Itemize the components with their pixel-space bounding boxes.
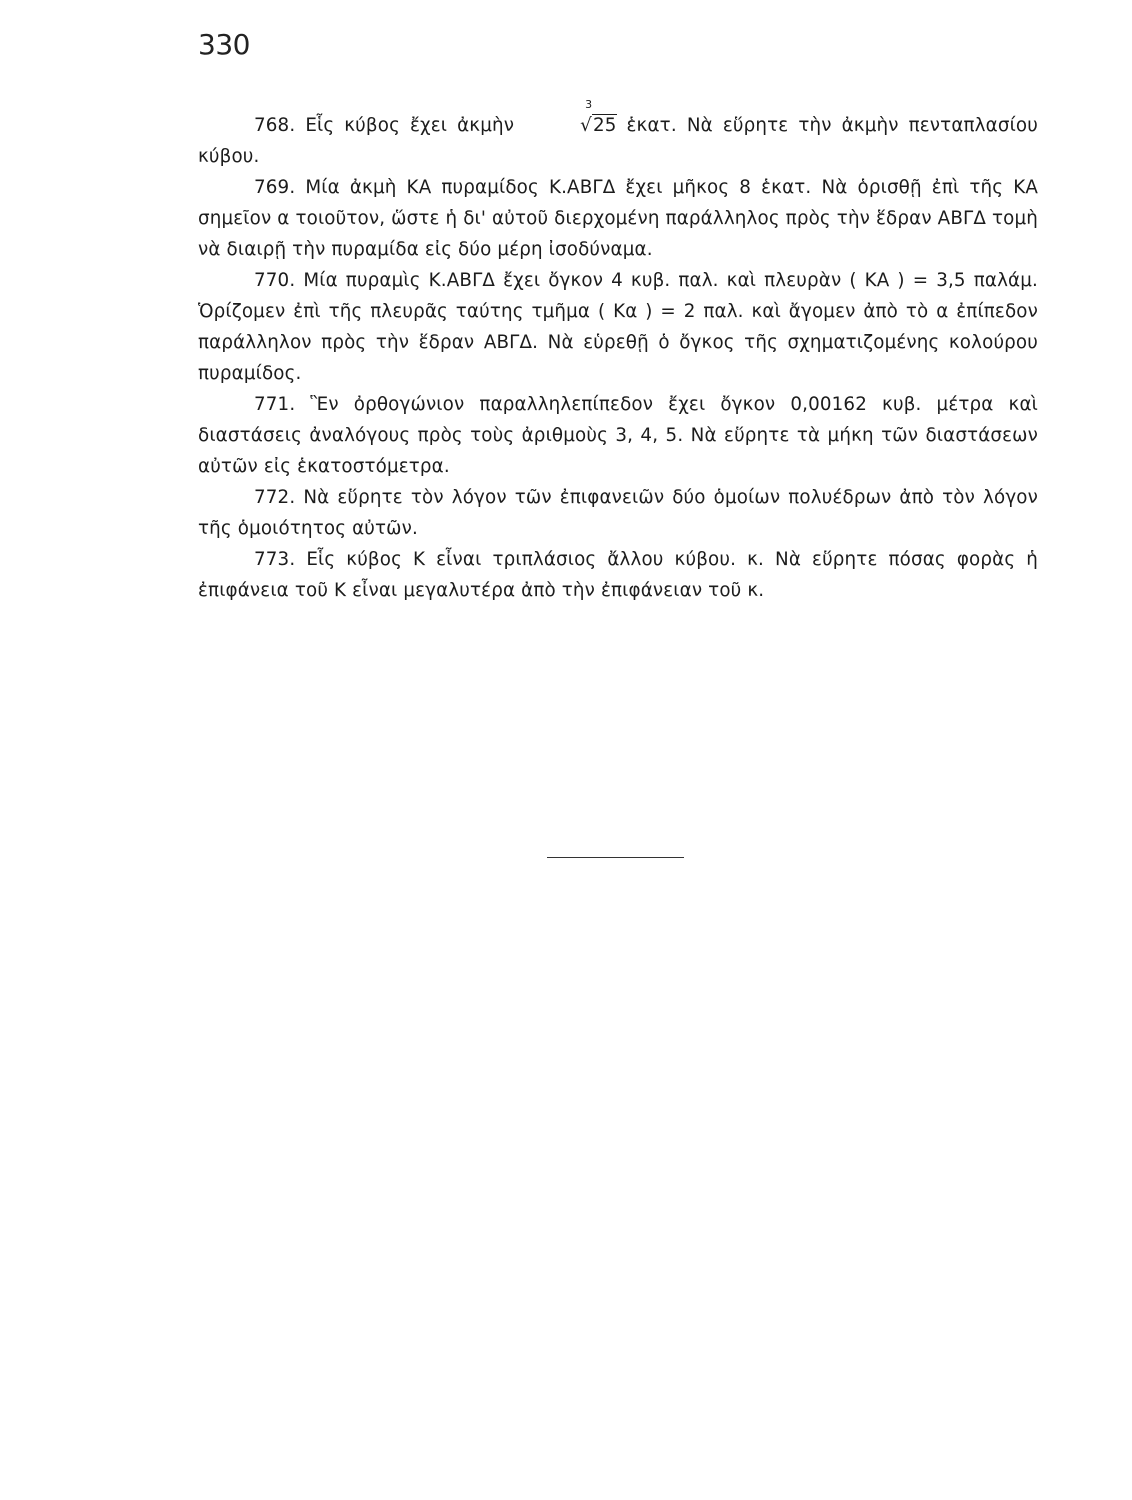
exercise-770: 770. Μία πυραμὶς Κ.ΑΒΓΔ ἔχει ὄγκον 4 κυβ. παλ. καὶ πλευρὰν ( ΚΑ ) = 3,5 παλάμ. Ὁρίζομεν ἐπὶ τῆς πλευρᾶς ταύτης τμῆμα ( Κα ) = 2 παλ. καὶ ἄγομεν ἀπὸ τὸ α ἐπίπεδον παράλληλον πρὸς τὴν ἕδραν ΑΒΓΔ. Νὰ εὑρεθῇ ὁ ὄγκος τῆς σχηματιζομένης κολούρου πυραμίδος. [198, 270, 1038, 384]
exercise-768 [198, 98, 1038, 172]
exercise-771: 771. Ἓν ὀρθογώνιον παραλληλεπίπεδον ἔχει ὄγκον 0,00162 κυβ. μέτρα καὶ διαστάσεις ἀναλόγους πρὸς τοὺς ἀριθμοὺς 3, 4, 5. Νὰ εὕρητε τὰ μήκη τῶν διαστάσεων αὐτῶν εἰς ἑκατοστόμετρα. [198, 394, 1038, 477]
radical-sign: √ [580, 115, 592, 136]
exercise-769: 769. Μία ἀκμὴ ΚΑ πυραμίδος Κ.ΑΒΓΔ ἔχει μῆκος 8 ἑκατ. Νὰ ὁρισθῇ ἐπὶ τῆς ΚΑ σημεῖον α τοιοῦτον, ὥστε ἡ δι' αὐτοῦ διερχομένη παράλληλος πρὸς τὴν ἕδραν ΑΒΓΔ τομὴ νὰ διαιρῇ τὴν πυραμίδα εἰς δύο μέρη ἰσοδύναμα. [198, 177, 1038, 260]
section-divider [547, 857, 684, 858]
root-index: 3 [585, 98, 593, 111]
radicand: 25 [592, 115, 617, 136]
exercise-768-text-start: 768. Εἷς κύβος ἔχει ἀκμὴν [254, 115, 525, 136]
exercise-768-text-end: ἑκατ. Νὰ εὕρητε τὴν ἀκμὴν πενταπλασίου κύβου. [198, 115, 1038, 167]
exercise-772: 772. Νὰ εὕρητε τὸν λόγον τῶν ἐπιφανειῶν δύο ὁμοίων πολυέδρων ἀπὸ τὸν λόγον τῆς ὁμοιότητος αὐτῶν. [198, 487, 1038, 539]
page-number: 330 [198, 28, 250, 61]
cube-root-expression [524, 98, 617, 141]
exercise-list [198, 98, 1038, 606]
exercise-773: 773. Εἷς κύβος Κ εἶναι τριπλάσιος ἄλλου κύβου. κ. Νὰ εὕρητε πόσας φορὰς ἡ ἐπιφάνεια τοῦ Κ εἶναι μεγαλυτέρα ἀπὸ τὴν ἐπιφάνειαν τοῦ κ. [198, 549, 1038, 601]
